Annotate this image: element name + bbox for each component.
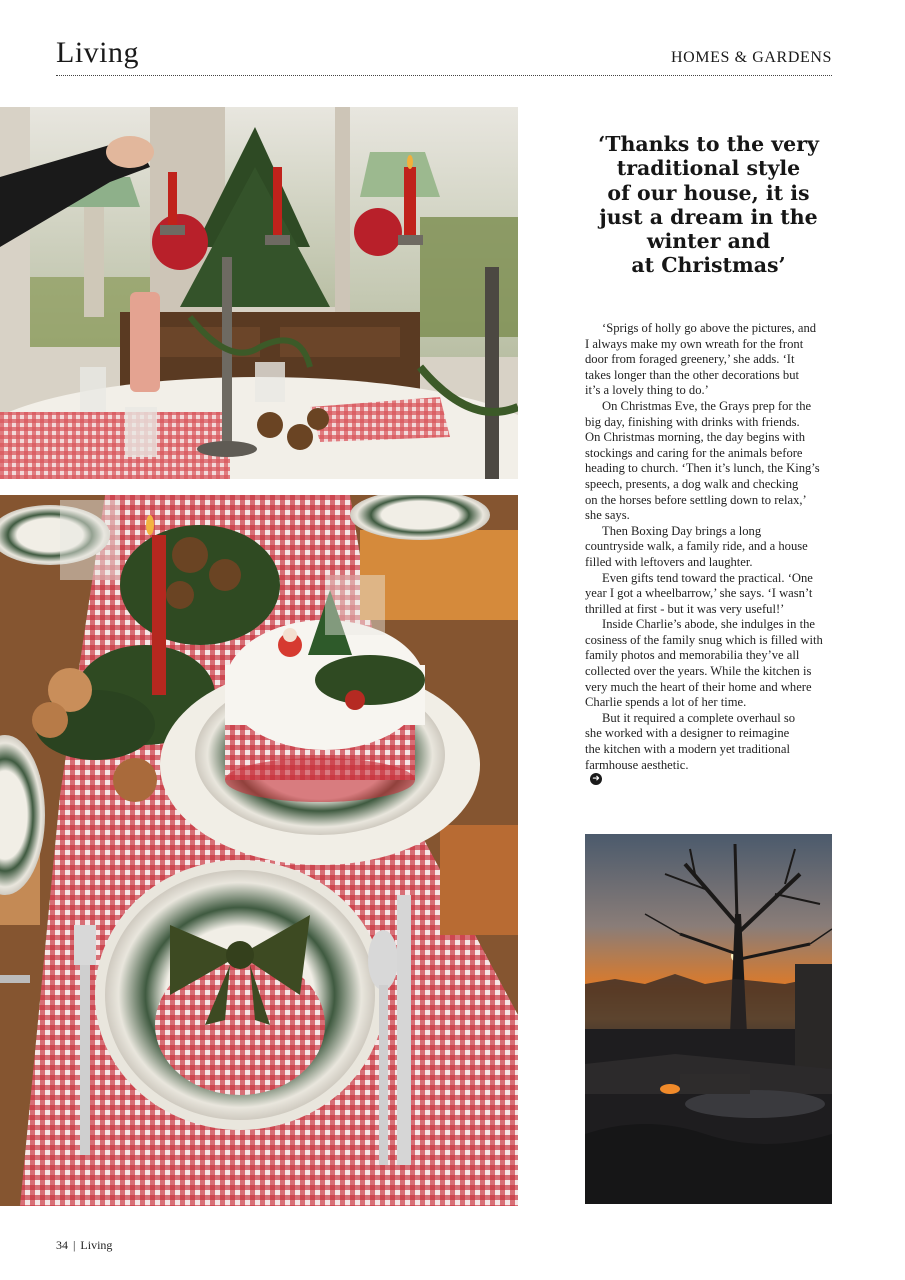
- body-line: countryside walk, a family ride, and a house: [585, 539, 808, 554]
- body-line: takes longer than the other decorations but: [585, 367, 800, 382]
- body-line: Inside Charlie’s abode, she indulges in the: [602, 617, 815, 632]
- body-line: thrilled at first - but it was very useful!’: [585, 601, 785, 616]
- body-line: very much the heart of their home and where: [585, 679, 812, 694]
- pull-quote-line: at Christmas’: [631, 253, 786, 278]
- pull-quote-line: just a dream in the: [599, 204, 818, 229]
- pull-quote-line: of our house, it is: [607, 180, 810, 205]
- body-line: it’s a lovely thing to do.’: [585, 383, 709, 398]
- body-line: collected over the years. While the kitchen is: [585, 664, 812, 679]
- page-number: 34: [56, 1238, 68, 1252]
- header-rule: [56, 75, 832, 76]
- body-line: On Christmas Eve, the Grays prep for the: [602, 398, 812, 413]
- folio-separator: |: [73, 1238, 76, 1252]
- body-line: ‘Sprigs of holly go above the pictures, and: [602, 321, 817, 335]
- article-body: [585, 321, 832, 785]
- body-line: On Christmas morning, the day begins with: [585, 430, 806, 445]
- pull-quote-line: winter and: [646, 229, 771, 254]
- pull-quote-line: traditional style: [616, 156, 801, 181]
- body-line: filled with leftovers and laughter.: [585, 554, 753, 569]
- body-line: Charlie spends a lot of her time.: [585, 695, 747, 710]
- body-line: speech, presents, a dog walk and checking: [585, 476, 799, 491]
- pull-quote-line: ‘Thanks to the very: [598, 132, 819, 156]
- photo-candlelit-table: [0, 107, 518, 479]
- body-line: stockings and caring for the animals before: [585, 445, 803, 460]
- body-line: big day, finishing with drinks with friends.: [585, 414, 800, 429]
- photo-sunset-tree: [585, 834, 832, 1204]
- photo-christmas-cake-setting: [0, 495, 518, 1206]
- body-line: Then Boxing Day brings a long: [602, 523, 762, 538]
- body-line: she says.: [585, 508, 630, 523]
- body-line: heading to church. ‘Then it’s lunch, the King’s: [585, 461, 820, 476]
- body-line: she worked with a designer to reimagine: [585, 726, 790, 741]
- body-line: door from foraged greenery,’ she adds. ‘It: [585, 352, 795, 367]
- body-line: Even gifts tend toward the practical. ‘One: [602, 570, 813, 585]
- body-line: farmhouse aesthetic. ➜: [585, 757, 689, 785]
- pull-quote: [585, 132, 832, 278]
- section-title: Living: [56, 36, 139, 69]
- page-folio: [56, 1238, 112, 1253]
- body-line: But it required a complete overhaul so: [602, 710, 796, 725]
- magazine-name: HOMES & GARDENS: [670, 49, 832, 66]
- body-line: year I got a wheelbarrow,’ she says. ‘I wasn’t: [585, 586, 813, 601]
- body-line: I always make my own wreath for the front: [585, 336, 804, 351]
- body-line: on the horses before settling down to relax,’: [585, 492, 807, 507]
- body-line: the kitchen with a modern yet traditional: [585, 742, 790, 757]
- body-line: family photos and memorabilia they’ve all: [585, 648, 800, 663]
- body-line: cosiness of the family snug which is filled with: [585, 632, 823, 647]
- arrow-right-circle-icon: ➜: [590, 773, 602, 785]
- folio-section: Living: [80, 1238, 113, 1252]
